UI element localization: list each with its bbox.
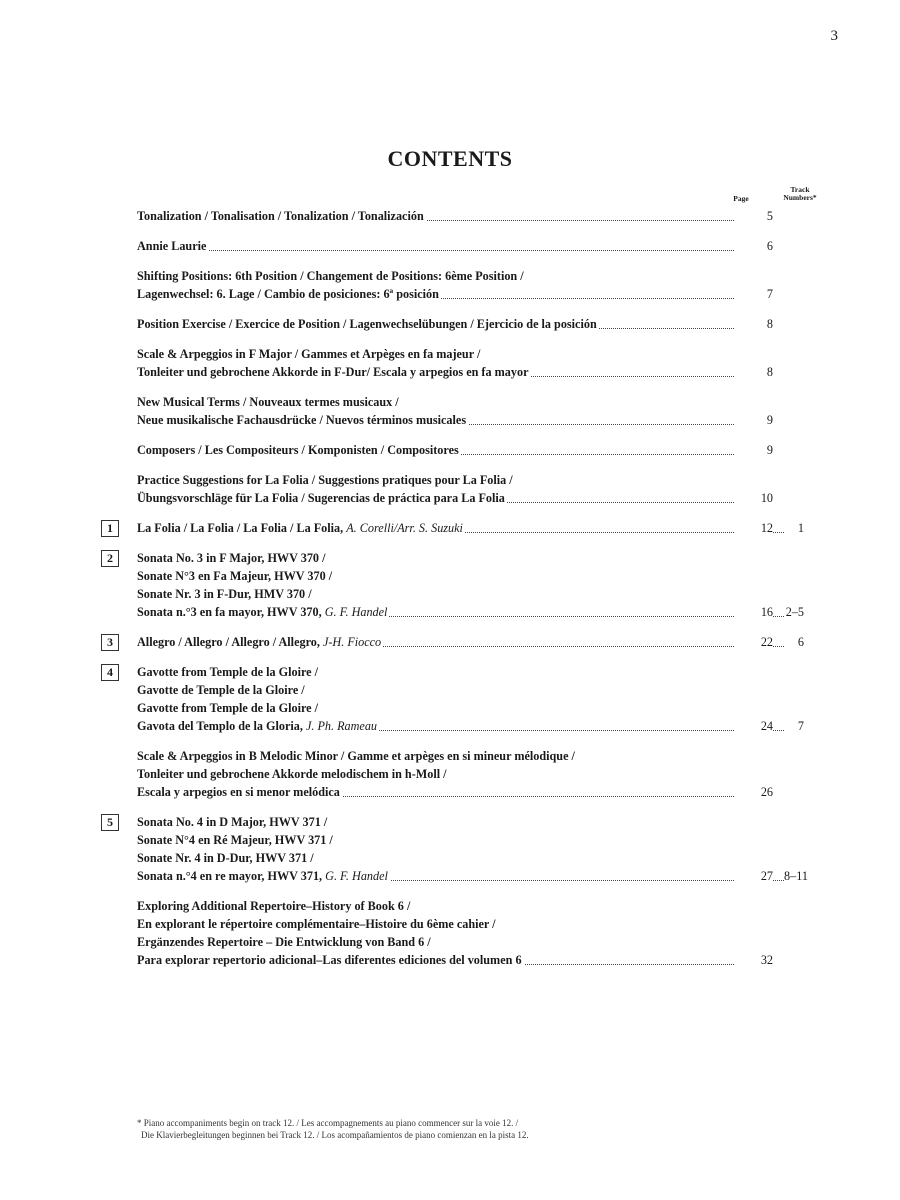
page-ref: 32 [735,951,773,969]
entry-title [137,851,316,865]
entry-title-text: Sonata n.°3 en fa mayor, HWV 370, [137,605,322,619]
toc-line [137,915,801,933]
entry-title-text: Allegro / Allegro / Allegro / Allegro, [137,635,320,649]
entry-title-text: New Musical Terms / Nouveaux termes musicaux / [137,395,399,409]
entry-title-text: Sonate N°4 en Ré Majeur, HWV 371 / [137,833,333,847]
toc-line [137,411,801,429]
toc-line [137,849,801,867]
entry-title [137,749,577,763]
dot-leader [137,250,736,251]
toc-line [137,681,801,699]
track-number-box: 3 [101,634,119,651]
page-ref: 16 [735,603,773,621]
entry-title [137,365,530,379]
toc-entry[interactable] [0,813,900,885]
toc-line [137,393,801,411]
composer-credit: G. F. Handel [325,869,388,883]
entry-title-text: Escala y arpegios en si menor melódica [137,785,340,799]
entry-title [137,665,320,679]
entry-title [137,701,320,715]
track-ref: 1 [784,519,804,537]
track-header-line: Numbers* [783,193,817,202]
toc-line [137,315,801,333]
composer-credit: J-H. Fiocco [322,635,382,649]
toc-line [137,237,801,255]
entry-title-text: Sonate Nr. 3 in F-Dur, HMV 370 / [137,587,312,601]
toc-line [137,363,801,381]
entry-title [137,569,334,583]
entry-title-text: Tonleiter und gebrochene Akkorde melodischem in h-Moll / [137,767,447,781]
entry-title-text: Exploring Additional Repertoire–History of Book 6 / [137,899,411,913]
entry-title-text: Neue musikalische Fachausdrücke / Nuevos términos musicales [137,413,467,427]
entry-title [137,317,599,331]
toc-line [137,267,801,285]
toc-line [137,765,801,783]
track-number-box: 4 [101,664,119,681]
entry-title-text: Tonalization / Tonalisation / Tonalization / Tonalización [137,209,424,223]
toc-line [137,207,801,225]
toc-entry[interactable] [0,267,900,303]
toc-line [137,603,804,621]
toc-line [137,813,801,831]
entry-title-text: Ergänzendes Repertoire – Die Entwicklung von Band 6 / [137,935,431,949]
toc-entry[interactable] [0,519,900,537]
entry-title-text: Scale & Arpeggios in F Major / Gammes et Arpèges en fa majeur / [137,347,481,361]
page-ref: 12 [735,519,773,537]
entry-title-text: Gavotte de Temple de la Gloire / [137,683,305,697]
entry-title [137,587,314,601]
track-number-box: 2 [101,550,119,567]
entry-title [137,605,389,619]
page-ref: 22 [735,633,773,651]
toc-line [137,549,801,567]
toc-line [137,345,801,363]
toc-line [137,471,801,489]
track-header-line: Track [790,185,810,194]
entry-title-text: Tonleiter und gebrochene Akkorde in F-Dur/ Escala y arpegios en fa mayor [137,365,529,379]
entry-title [137,269,526,283]
page-title: CONTENTS [387,146,513,171]
entry-title [137,521,465,535]
entry-title-text: Übungsvorschläge für La Folia / Sugerencias de práctica para La Folia [137,491,505,505]
entry-title [137,683,307,697]
entry-title-text: Annie Laurie [137,239,207,253]
composer-credit: A. Corelli/Arr. S. Suzuki [346,521,463,535]
page-ref: 9 [735,441,773,459]
contents-list [0,207,900,981]
track-ref: 7 [784,717,804,735]
entry-title [137,287,441,301]
toc-line [137,951,801,969]
page-ref: 26 [735,783,773,801]
toc-entry[interactable] [0,633,900,651]
toc-line [137,831,801,849]
entry-title [137,413,468,427]
toc-line [137,747,801,765]
entry-title [137,395,401,409]
toc-line [137,585,801,603]
entry-title [137,551,327,565]
composer-credit: G. F. Handel [324,605,388,619]
toc-entry[interactable] [0,663,900,735]
entry-title [137,869,390,883]
toc-line [137,663,801,681]
entry-title [137,953,524,967]
toc-line [137,567,801,585]
track-number-box: 5 [101,814,119,831]
entry-title [137,635,383,649]
track-ref: 6 [784,633,804,651]
entry-title-text: Sonate N°3 en Fa Majeur, HWV 370 / [137,569,333,583]
entry-title-text: Para explorar repertorio adicional–Las diferentes ediciones del volumen 6 [137,953,522,967]
toc-line [137,285,801,303]
toc-entry[interactable] [0,471,900,507]
entry-title-text: Lagenwechsel: 6. Lage / Cambio de posiciones: 6ª posición [137,287,439,301]
toc-entry[interactable] [0,549,900,621]
entry-title [137,767,449,781]
toc-line [137,783,801,801]
toc-line [137,933,801,951]
entry-title-text: Gavotte from Temple de la Gloire / [137,665,318,679]
entry-title-text: La Folia / La Folia / La Folia / La Folia, [137,521,344,535]
toc-line [137,699,801,717]
toc-entry[interactable] [0,747,900,801]
page-column-header: Page [733,194,749,203]
toc-line [137,489,801,507]
page-ref: 24 [735,717,773,735]
composer-credit: J. Ph. Rameau [305,719,378,733]
page-ref: 5 [735,207,773,225]
entry-title [137,347,482,361]
entry-title-text: Practice Suggestions for La Folia / Suggestions pratiques pour La Folia / [137,473,513,487]
footnote [137,1117,529,1141]
page-number: 3 [830,28,838,44]
track-number-box: 1 [101,520,119,537]
entry-title [137,473,515,487]
toc-entry[interactable] [0,345,900,381]
page-ref: 10 [735,489,773,507]
track-column-header [772,186,828,202]
toc-line [137,519,804,537]
entry-title [137,209,426,223]
entry-title-text: Sonata No. 4 in D Major, HWV 371 / [137,815,328,829]
toc-line [137,867,808,885]
toc-line [137,897,801,915]
entry-title-text: Shifting Positions: 6th Position / Changement de Positions: 6ème Position / [137,269,524,283]
page-ref: 8 [735,315,773,333]
entry-title-text: Scale & Arpeggios in B Melodic Minor / Gamme et arpèges en si mineur mélodique / [137,749,575,763]
entry-title-text: En explorant le répertoire complémentaire–Histoire du 6ème cahier / [137,917,496,931]
entry-title-text: Sonata No. 3 in F Major, HWV 370 / [137,551,326,565]
entry-title [137,443,461,457]
track-ref: 2–5 [785,605,804,619]
entry-title-text: Gavota del Templo de la Gloria, [137,719,303,733]
page-ref: 27 [735,867,773,885]
toc-line [137,717,804,735]
entry-title [137,239,208,253]
toc-entry[interactable] [0,393,900,429]
entry-title-text: Sonata n.°4 en re mayor, HWV 371, [137,869,323,883]
entry-title [137,899,412,913]
entry-title [137,935,433,949]
toc-entry[interactable] [0,315,900,333]
entry-title [137,719,379,733]
page-ref: 9 [735,411,773,429]
page-ref: 6 [735,237,773,255]
entry-title [137,815,329,829]
entry-title-text: Sonate Nr. 4 in D-Dur, HWV 371 / [137,851,314,865]
entry-title [137,917,498,931]
entry-title-text: Gavotte from Temple de la Gloire / [137,701,318,715]
entry-title [137,491,507,505]
toc-line [137,633,804,651]
entry-title [137,833,335,847]
toc-line [137,441,801,459]
footnote-line: Die Klavierbegleitungen beginnen bei Track 12. / Los acompañamientos de piano comienzan en la pista 12. [141,1130,529,1140]
toc-entry[interactable] [0,207,900,225]
entry-title-text: Composers / Les Compositeurs / Komponisten / Compositores [137,443,459,457]
page-ref: 7 [735,285,773,303]
entry-title [137,785,342,799]
entry-title-text: Position Exercise / Exercice de Position / Lagenwechselübungen / Ejercicio de la posición [137,317,597,331]
page-ref: 8 [735,363,773,381]
toc-entry[interactable] [0,441,900,459]
toc-entry[interactable] [0,237,900,255]
footnote-line: * Piano accompaniments begin on track 12. / Les accompagnements au piano commencer sur la voie 12. / [137,1118,519,1128]
track-ref: 8–11 [784,869,808,883]
toc-entry[interactable] [0,897,900,969]
